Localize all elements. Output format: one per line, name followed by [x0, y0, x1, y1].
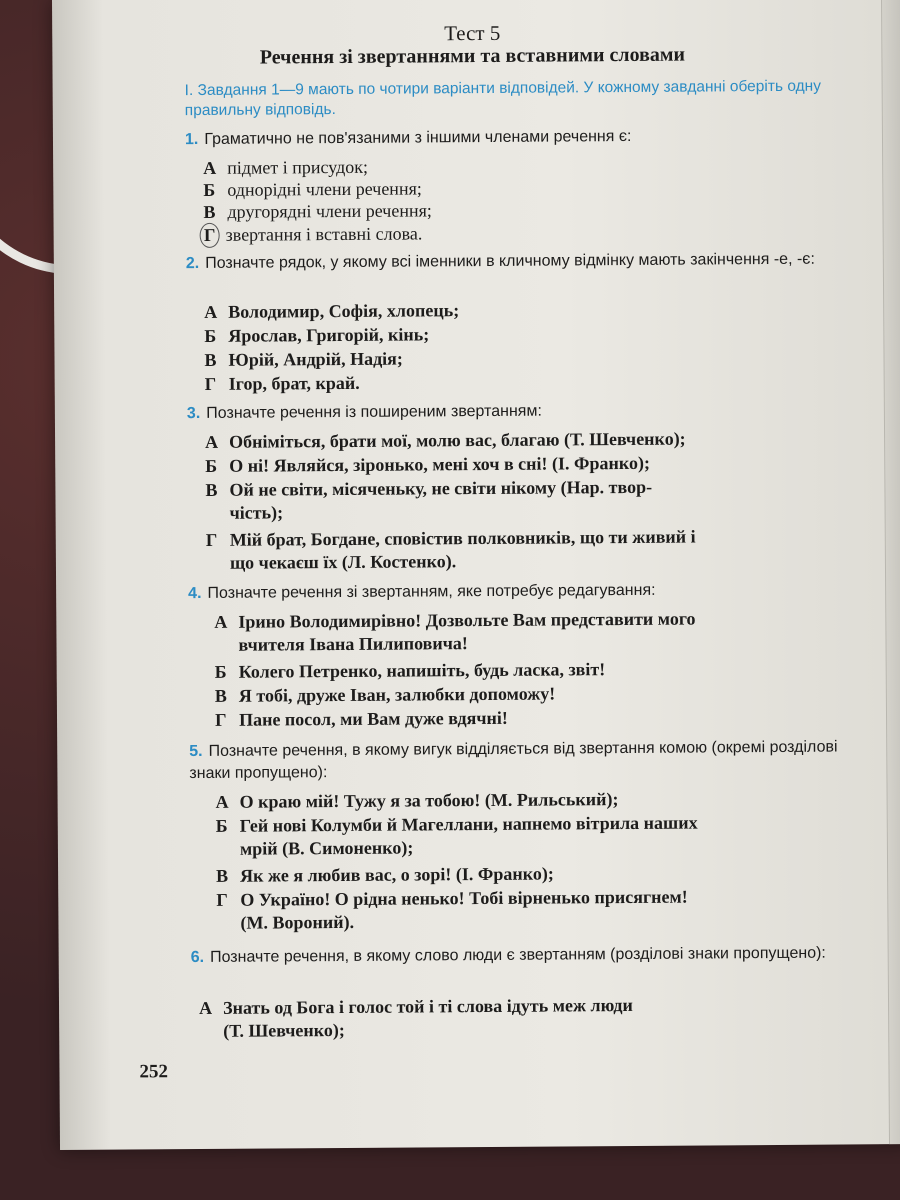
option-1d: [204, 219, 824, 248]
option-text: О краю мій! Тужу я за тобою! (М. Рильський);: [239, 789, 619, 812]
option-text: другорядні члени речення;: [227, 200, 432, 222]
option-text-continued: (М. Вороний).: [240, 911, 355, 933]
option-letter: Б: [204, 325, 217, 346]
option-text: Гей нові Колумби й Магеллани, напнемо вітрила наших: [239, 812, 698, 836]
option-text: Мій брат, Богдане, сповістив полковників, що ти живий і: [229, 526, 696, 550]
question-text: Позначте речення із поширеним звертанням:: [206, 402, 542, 422]
question-5: [189, 737, 839, 786]
option-text: О ні! Являйся, зіронько, мені хоч в сні! (І. Франко);: [229, 452, 651, 476]
option-text-continued: чість);: [229, 502, 284, 523]
option-letter-circled: Г: [200, 223, 220, 248]
option-text: Колего Петренко, напишіть, будь ласка, звіт!: [238, 659, 606, 682]
question-1: [185, 125, 825, 151]
question-6: [191, 943, 841, 970]
option-5d: [216, 885, 836, 935]
option-letter: А: [203, 157, 217, 178]
option-letter: Г: [205, 529, 218, 550]
option-text: Ярослав, Григорій, кінь;: [228, 324, 430, 346]
option-text: Ігор, брат, край.: [228, 372, 360, 394]
option-letter: А: [198, 997, 213, 1018]
question-text: Позначте речення, в якому вигук відділяється від звертання комою (окремі розділові знаки пропущено):: [189, 738, 838, 783]
option-text: Я тобі, друже Іван, залюбки допоможу!: [238, 683, 556, 706]
option-2d: [205, 369, 825, 396]
option-3c: [205, 475, 825, 525]
option-text: Володимир, Софія, хлопець;: [228, 300, 460, 322]
option-text-continued: (Т. Шевченко);: [223, 1019, 345, 1041]
option-letter: Б: [215, 815, 228, 836]
question-text: Позначте речення зі звертанням, яке потребує редагування:: [207, 581, 656, 602]
option-letter: В: [203, 201, 216, 222]
option-letter: А: [214, 611, 228, 632]
section-title: Речення зі звертаннями та вставними словами: [259, 43, 686, 69]
book-page: [52, 0, 900, 1150]
option-text: Ой не світи, місяченьку, не світи нікому (Нар. твор-: [229, 476, 653, 500]
question-text: Позначте рядок, у якому всі іменники в кличному відмінку мають закінчення -е, -є:: [205, 250, 815, 272]
option-3a: [205, 427, 825, 454]
option-letter: Б: [203, 179, 216, 200]
option-3d: [206, 525, 826, 575]
option-text: Ірино Володимирівно! Дозвольте Вам представити мого: [238, 608, 696, 632]
option-text-continued: що чекаєш їх (Л. Костенко).: [229, 551, 457, 573]
option-text: Як же я любив вас, о зорі! (І. Франко);: [240, 863, 554, 886]
option-letter: В: [205, 479, 218, 500]
option-letter: Б: [214, 661, 227, 682]
option-text: Обніміться, брати мої, молю вас, благаю (Т. Шевченко);: [229, 428, 686, 452]
question-text: Позначте речення, в якому слово люди є звертанням (розділові знаки пропущено):: [209, 944, 826, 966]
option-2c: [204, 345, 824, 372]
option-text: О Україно! О рідна ненько! Тобі вірненько присягнем!: [240, 886, 688, 910]
option-letter: В: [216, 865, 229, 886]
option-4d: [215, 705, 835, 732]
option-text-continued: мрій (В. Симоненко);: [239, 837, 414, 859]
option-5a: [216, 787, 836, 814]
question-4: [188, 579, 828, 605]
option-letter: А: [215, 791, 229, 812]
option-5b: [216, 811, 836, 861]
question-number: 4.: [188, 584, 202, 603]
instruction-text: I. Завдання 1—9 мають по чотири варіанти відповідей. У кожному завданні оберіть одну правильну відповідь.: [184, 77, 822, 120]
question-number: 1.: [184, 130, 199, 149]
question-3: [187, 399, 827, 425]
question-2: [186, 249, 826, 275]
option-text: Пане посол, ми Вам дуже вдячні!: [238, 707, 508, 730]
option-letter: А: [204, 301, 218, 322]
question-number: 3.: [186, 404, 201, 423]
page-number: 252: [139, 1061, 169, 1083]
option-6a: [199, 992, 849, 1043]
option-text-continued: вчителя Івана Пилиповича!: [238, 633, 468, 655]
option-letter: Г: [204, 373, 217, 394]
option-text: Знать од Бога і голос той і ті слова ідуть меж люди: [222, 994, 633, 1018]
option-3b: [205, 451, 825, 478]
option-5c: [216, 861, 836, 888]
option-letter: В: [214, 685, 227, 706]
option-4a: [214, 607, 834, 657]
option-4b: [215, 657, 835, 684]
question-number: 2.: [185, 254, 200, 273]
option-2b: [204, 321, 824, 348]
question-number: 6.: [190, 948, 205, 967]
option-letter: Б: [205, 455, 218, 476]
question-text: Граматично не пов'язаними з іншими членами речення є:: [204, 127, 632, 148]
option-4c: [215, 681, 835, 708]
option-text: однорідні члени речення;: [227, 178, 422, 200]
option-text: Юрій, Андрій, Надія;: [228, 348, 403, 370]
option-2a: [204, 297, 824, 324]
option-text: звертання і вставні слова.: [225, 223, 423, 245]
option-letter: А: [205, 431, 219, 452]
option-text: підмет і присудок;: [227, 156, 369, 178]
option-letter: Г: [214, 709, 227, 730]
option-letter: В: [204, 349, 217, 370]
option-letter: Г: [216, 889, 228, 910]
test-title: Тест 5: [444, 20, 501, 46]
question-number: 5.: [189, 742, 203, 761]
